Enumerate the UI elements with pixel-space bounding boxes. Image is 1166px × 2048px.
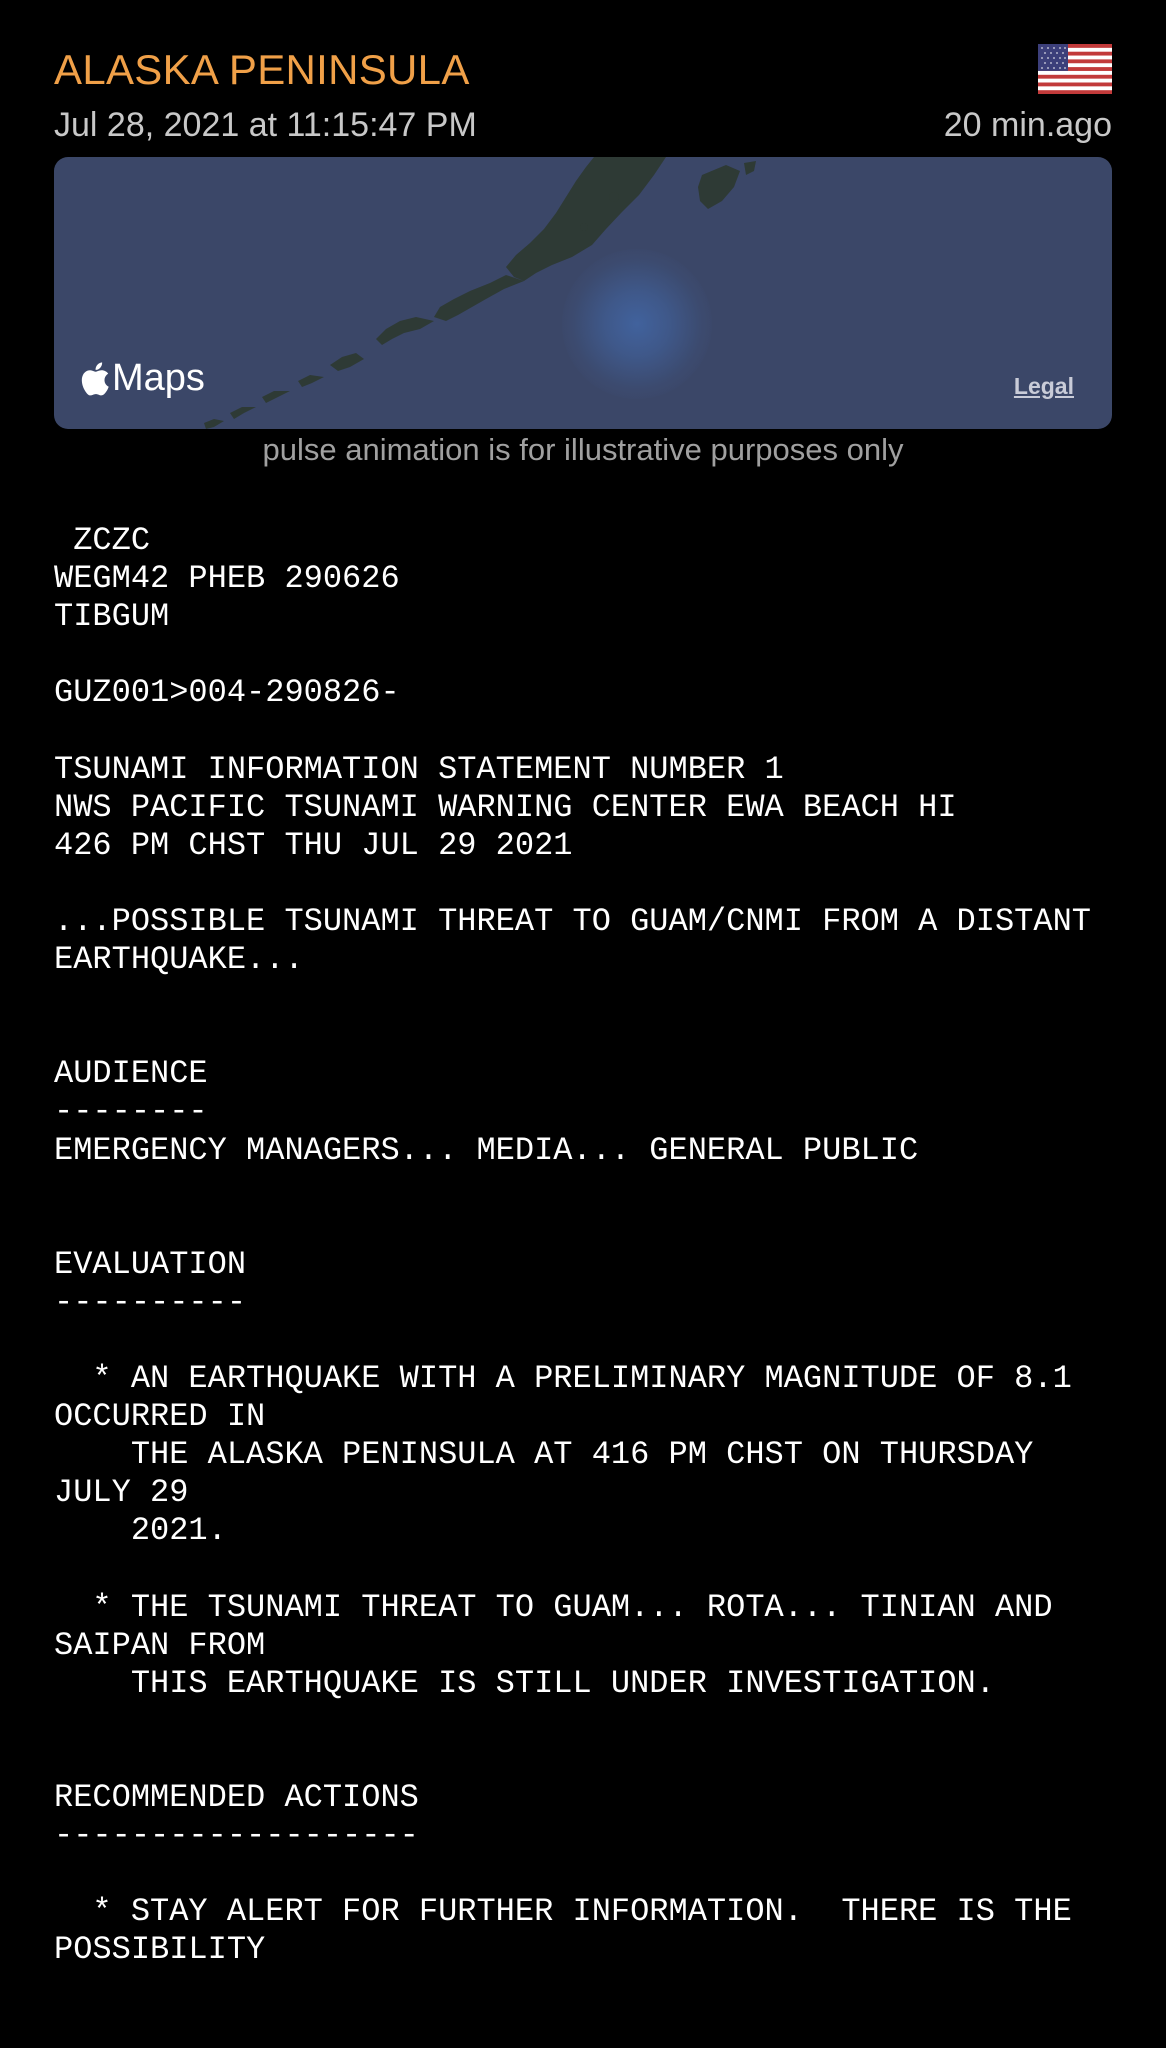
- apple-maps-logo: [80, 357, 205, 400]
- map-view[interactable]: [54, 157, 1112, 429]
- region-title: ALASKA PENINSULA: [54, 46, 470, 93]
- us-flag-icon: [1038, 44, 1112, 94]
- apple-logo-icon: [80, 361, 110, 397]
- time-ago: 20 min.ago: [943, 106, 1112, 144]
- event-datetime: Jul 28, 2021 at 11:15:47 PM: [54, 106, 477, 144]
- epicenter-pulse: [562, 249, 712, 399]
- pulse-caption: pulse animation is for illustrative purposes only: [262, 432, 904, 467]
- bulletin-text: ZCZC WEGM42 PHEB 290626 TIBGUM GUZ001>004-290826- TSUNAMI INFORMATION STATEMENT NUMBER 1 NWS PACIFIC TSUNAMI WARNING CENTER EWA BEACH HI 426 PM CHST THU JUL 29 2021 ...POSSIBLE TSUNAMI THREAT TO GUAM/CNMI FROM A DISTANT EARTHQUAKE... AUDIENCE -------- EMERGENCY MANAGERS... MEDIA... GENERAL PUBLIC EVALUATION ---------- * AN EARTHQUAKE WITH A PRELIMINARY MAGNITUDE OF 8.1 OCCURRED IN THE ALASKA PENINSULA AT 416 PM CHST ON THURSDAY JULY 29 2021. * THE TSUNAMI THREAT TO GUAM... ROTA... TINIAN AND SAIPAN FROM THIS EARTHQUAKE IS STILL UNDER INVESTIGATION. RECOMMENDED ACTIONS ------------------- * STAY ALERT FOR FURTHER INFORMATION. THERE IS THE POSSIBILITY: [54, 522, 1091, 1969]
- event-header: [54, 40, 1112, 150]
- maps-logo-text: Maps: [112, 357, 205, 399]
- legal-link[interactable]: Legal: [1013, 373, 1074, 399]
